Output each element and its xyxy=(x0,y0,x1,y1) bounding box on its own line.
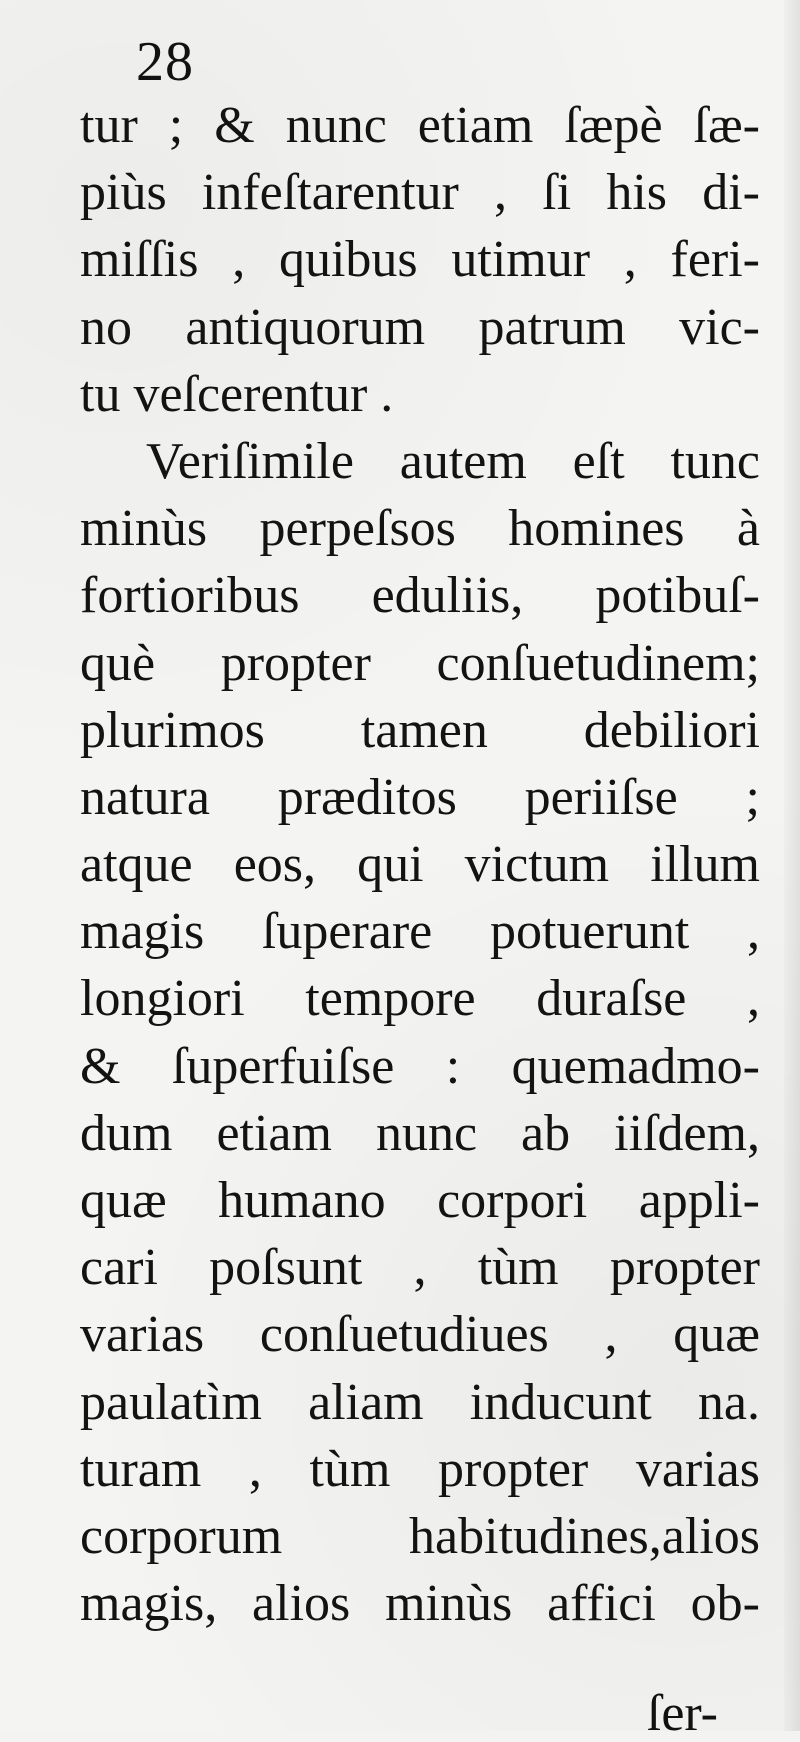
text-line: natura præditos periiſse ; xyxy=(80,768,760,826)
text-line: & ſuperfuiſse : quemadmo- xyxy=(80,1037,760,1095)
page-number: 28 xyxy=(136,31,194,93)
catchword: ſer- xyxy=(646,1685,718,1742)
text-line: turam , tùm propter varias xyxy=(80,1440,760,1498)
text-line: atque eos, qui victum illum xyxy=(80,836,760,894)
text-line: paulatìm aliam inducunt na. xyxy=(80,1373,760,1431)
page-text xyxy=(80,92,760,1637)
text-line: minùs perpeſsos homines à xyxy=(80,500,760,558)
text-line: varias conſuetudiues , quæ xyxy=(80,1306,760,1364)
text-line: corporum habitudines,alios xyxy=(80,1507,760,1565)
text-line: fortioribus eduliis, potibuſ- xyxy=(80,567,760,625)
text-line: no antiquorum patrum vic- xyxy=(80,298,760,356)
text-line: quæ humano corpori appli- xyxy=(80,1172,760,1229)
text-line: magis, alios minùs affici ob- xyxy=(80,1575,760,1633)
text-line: magis ſuperare potuerunt , xyxy=(80,903,760,961)
text-line: què propter conſuetudinem; xyxy=(80,634,760,692)
text-line: piùs infeſtarentur , ſi his di- xyxy=(80,164,760,222)
text-line: Veriſimile autem eſt tunc xyxy=(146,432,760,490)
text-line: miſſis , quibus utimur , feri- xyxy=(80,231,760,289)
text-line: tur ; & nunc etiam ſæpè ſæ- xyxy=(80,97,760,154)
text-line: longiori tempore duraſse , xyxy=(80,970,760,1028)
text-line: plurimos tamen debiliori xyxy=(80,701,760,759)
text-line: tu veſcerentur . xyxy=(80,365,394,423)
text-line: cari poſsunt , tùm propter xyxy=(80,1239,760,1297)
text-line: dum etiam nunc ab iiſdem, xyxy=(80,1104,760,1162)
